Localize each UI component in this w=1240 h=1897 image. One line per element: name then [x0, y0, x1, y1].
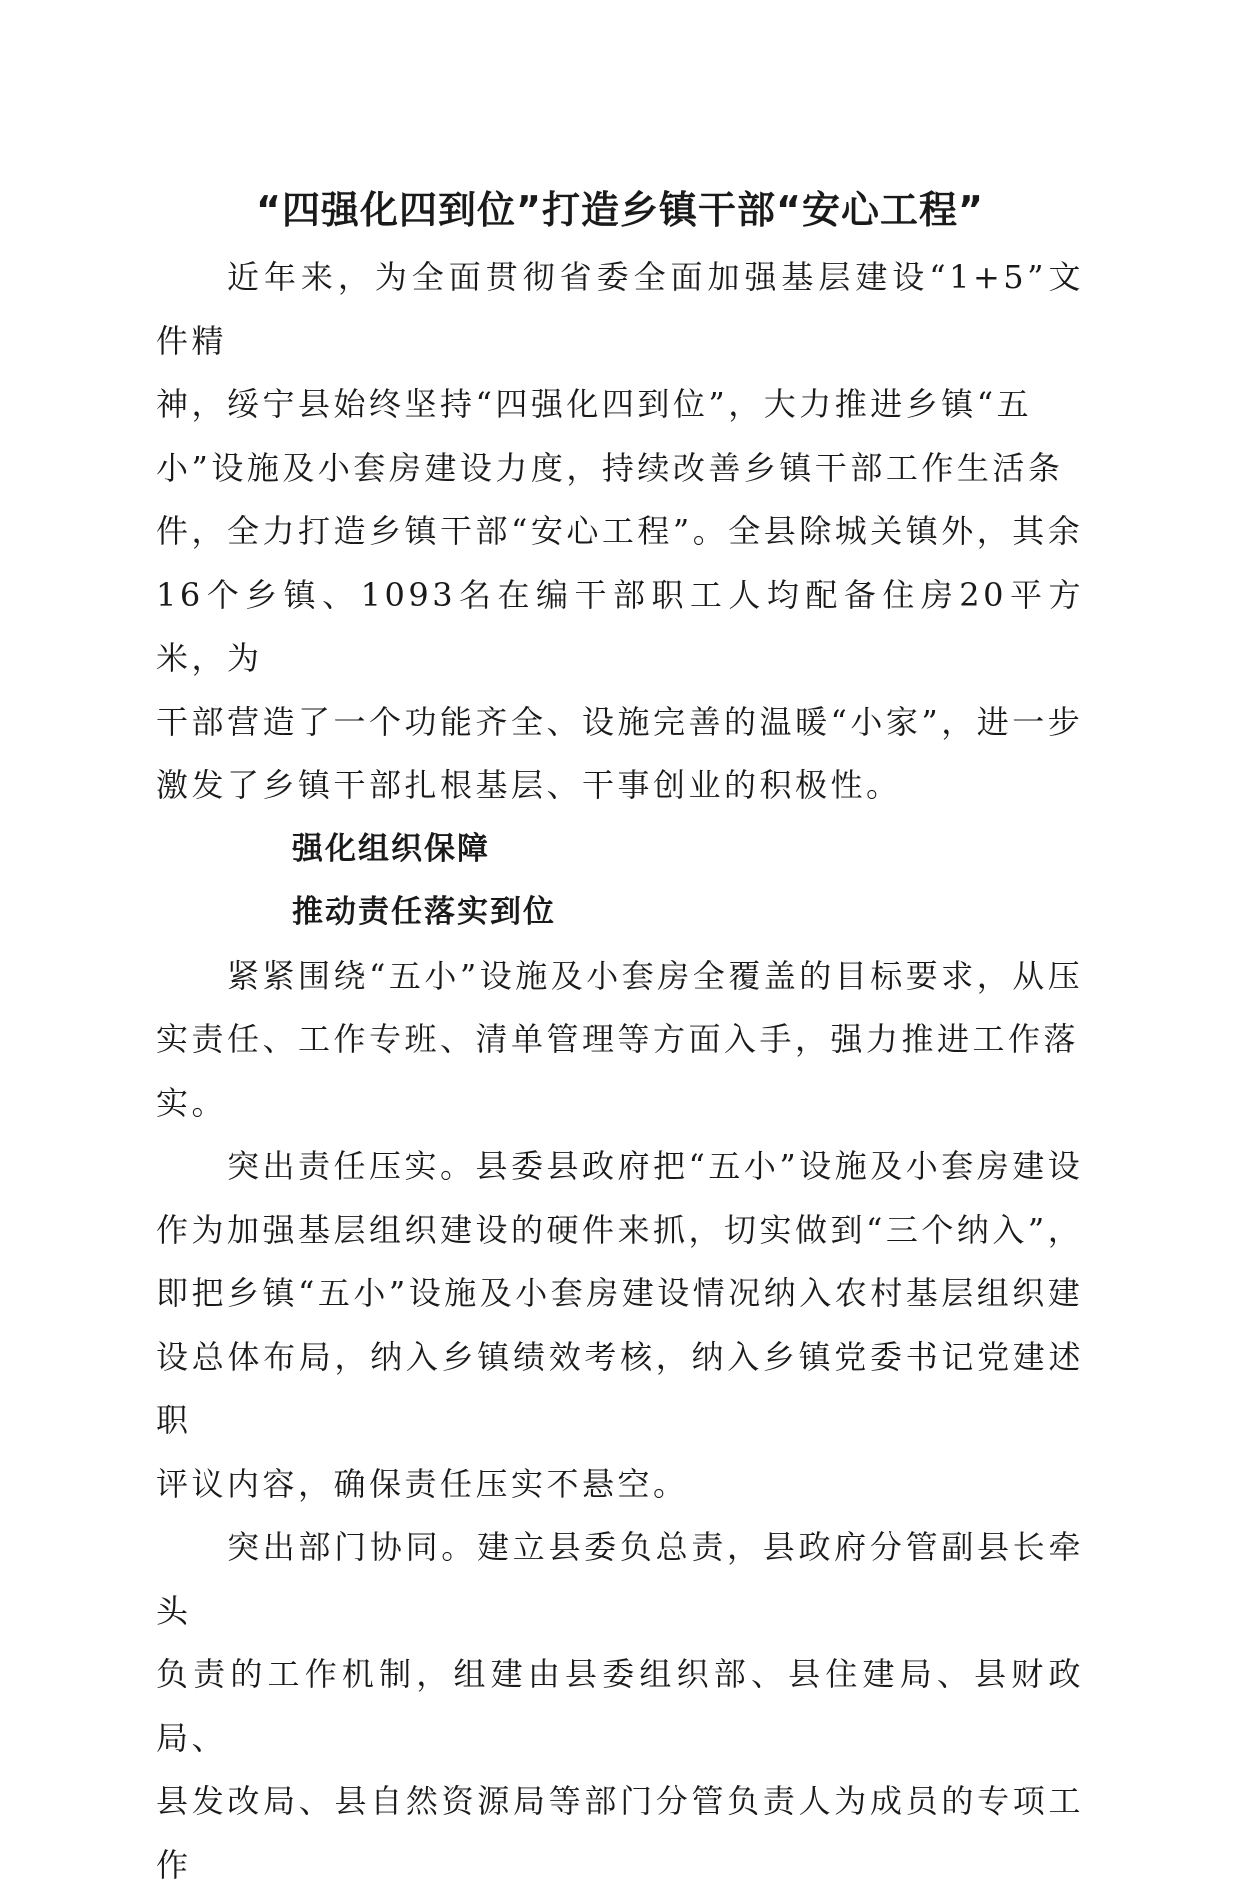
- document-title: “四强化四到位”打造乡镇干部“安心工程”: [256, 188, 984, 232]
- intro-paragraph: 近年来，为全面贯彻省委全面加强基层建设“1+5”文件精 神，绥宁县始终坚持“四强化四到位”，大力推进乡镇“五 小”设施及小套房建设力度，持续改善乡镇干部工作生活条 件，全力打造乡镇干部“安心工程”。全县除城关镇外，其余 16个乡镇、1093名在编干部职工人均配备住房20平方米，为 干部营造了一个功能齐全、设施完善的温暖“小家”，进一步 激发了乡镇干部扎根基层、干事创业的积极性。: [156, 258, 1084, 804]
- section-heading-line2: 推动责任落实到位: [292, 894, 556, 930]
- section-heading-line1: 强化组织保障: [292, 830, 490, 867]
- section-paragraph-3: 突出部门协同。建立县委负总责，县政府分管副县长牵头 负责的工作机制，组建由县委组织部、县住建局、县财政局、 县发改局、县自然资源局等部门分管负责人为成员的专项工作: [156, 1528, 1084, 1884]
- section-paragraph-2: 突出责任压实。县委县政府把“五小”设施及小套房建设 作为加强基层组织建设的硬件来抓，切实做到“三个纳入”， 即把乡镇“五小”设施及小套房建设情况纳入农村基层组织建 设总体布局，纳入乡镇绩效考核，纳入乡镇党委书记党建述职 评议内容，确保责任压实不悬空。: [156, 1147, 1084, 1503]
- document-body: [156, 246, 1084, 1897]
- section-paragraph-1: 紧紧围绕“五小”设施及小套房全覆盖的目标要求，从压 实责任、工作专班、清单管理等方面入手，强力推进工作落 实。: [156, 956, 1084, 1122]
